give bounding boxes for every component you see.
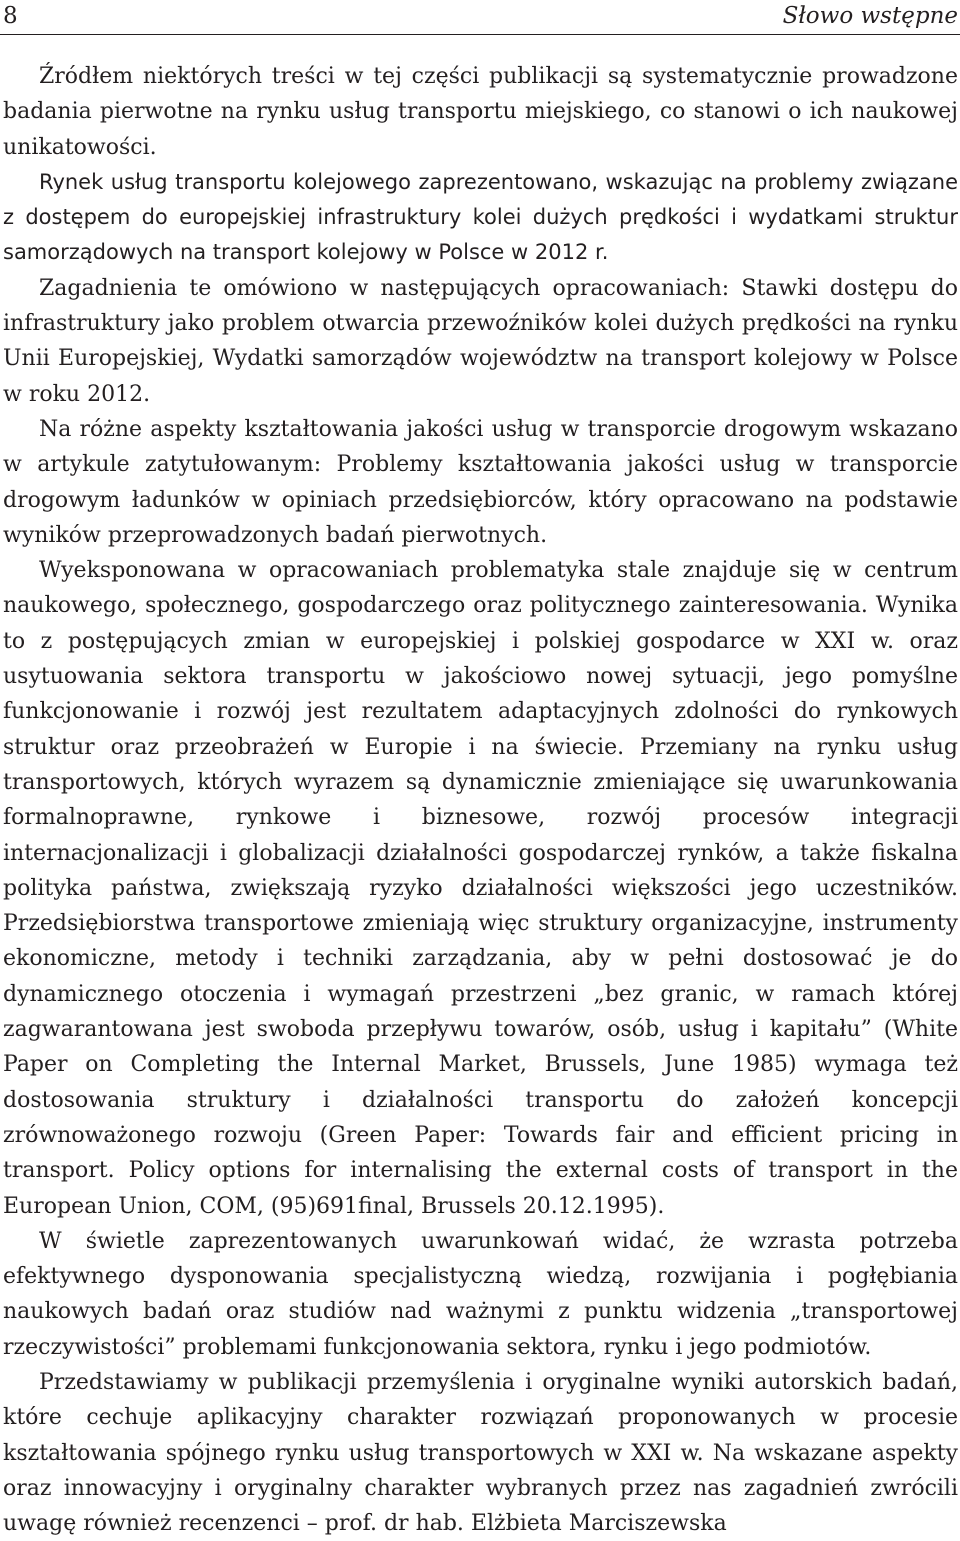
paragraph-knowledge-need: W świetle zaprezentowanych uwarunkowań widać, że wzrasta potrzeba efektywnego dysponowania specjalistyczną wiedzą, rozwijania i pogłębiania naukowych badań oraz studiów nad ważnymi z punktu widzenia „transportowej rzeczywistości” problemami funkcjonowania sektora, rynku i jego podmiotów. [3, 1228, 958, 1360]
page-header [0, 0, 960, 35]
paragraph-primary-research: Źródłem niektórych treści w tej części publikacji są systematycznie prowadzone badania pierwotne na rynku usług transportu miejskiego, co stanowi o ich naukowej unikatowości. [3, 64, 958, 160]
running-title: Słowo wstępne [782, 3, 958, 29]
body-text [3, 59, 958, 1541]
paragraph-transport-sector-changes: Wyeksponowana w opracowaniach problematyka stale znajduje się w centrum naukowego, społecznego, gospodarczego oraz politycznego zainteresowania. Wynika to z postępujących zmian w europejskiej i polskiej gospodarce w XXI w. oraz usytuowania sektora transportu w jakościowo nowej sytuacji, jego pomyślne funkcjonowanie i rozwój jest rezultatem adaptacyjnych zdolności do rynkowych struktur oraz przeobrażeń w Europie i na świecie. Przemiany na rynku usług transportowych, których wyrazem są dynamicznie zmieniające się uwarunkowania formalnoprawne, rynkowe i biznesowe, rozwój procesów integracji internacjonalizacji i globalizacji działalności gospodarczej rynków, a także fiskalna polityka państwa, zwiększają ryzyko działalności większości jego uczestników. Przedsiębiorstwa transportowe zmieniają więc struktury organizacyjne, instrumenty ekonomiczne, metody i techniki zarządzania, aby w pełni dostosować je do dynamicznego otoczenia i wymagań przestrzeni „bez granic, w ramach której zagwarantowana jest swoboda przepływu towarów, osób, usług i kapitału” (White Paper on Completing the Internal Market, Brussels, June 1985) wymaga też dostosowania struktury i działalności transportu do założeń koncepcji zrównoważonego rozwoju (Green Paper: Towards fair and efficient pricing in transport. Policy options for internalising the external costs of transport in the European Union, COM, (95)691final, Brussels 20.12.1995). [3, 558, 958, 1219]
paragraph-rail-studies: Zagadnienia te omówiono w następujących opracowaniach: Stawki dostępu do infrastruktury jako problem otwarcia przewoźników kolei dużych prędkości na rynku Unii Europejskiej, Wydatki samorządów województw na transport kolejowy w Polsce w roku 2012. [3, 275, 958, 407]
paragraph-road-transport-quality: Na różne aspekty kształtowania jakości usług w transporcie drogowym wskazano w artykule zatytułowanym: Problemy kształtowania jakości usług w transporcie drogowym ładunków w opiniach przedsiębiorców, który opracowano na podstawie wyników przeprowadzonych badań pierwotnych. [3, 416, 958, 548]
paragraph-publication-presentation: Przedstawiamy w publikacji przemyślenia i oryginalne wyniki autorskich badań, które cechuje aplikacyjny charakter rozwiązań proponowanych w procesie kształtowania spójnego rynku usług transportowych w XXI w. Na wskazane aspekty oraz innowacyjny i oryginalny charakter wybranych przez nas zagadnień zwrócili uwagę również recenzenci – prof. dr hab. Elżbieta Marciszewska [3, 1369, 958, 1537]
paragraph-rail-market: Rynek usług transportu kolejowego zaprezentowano, wskazując na problemy związane z dostępem do europejskiej infrastruktury kolei dużych prędkości i wydatkami struktur samorządowych na transport kolejowy w Polsce w 2012 r. [3, 169, 958, 265]
page-number: 8 [3, 3, 18, 29]
